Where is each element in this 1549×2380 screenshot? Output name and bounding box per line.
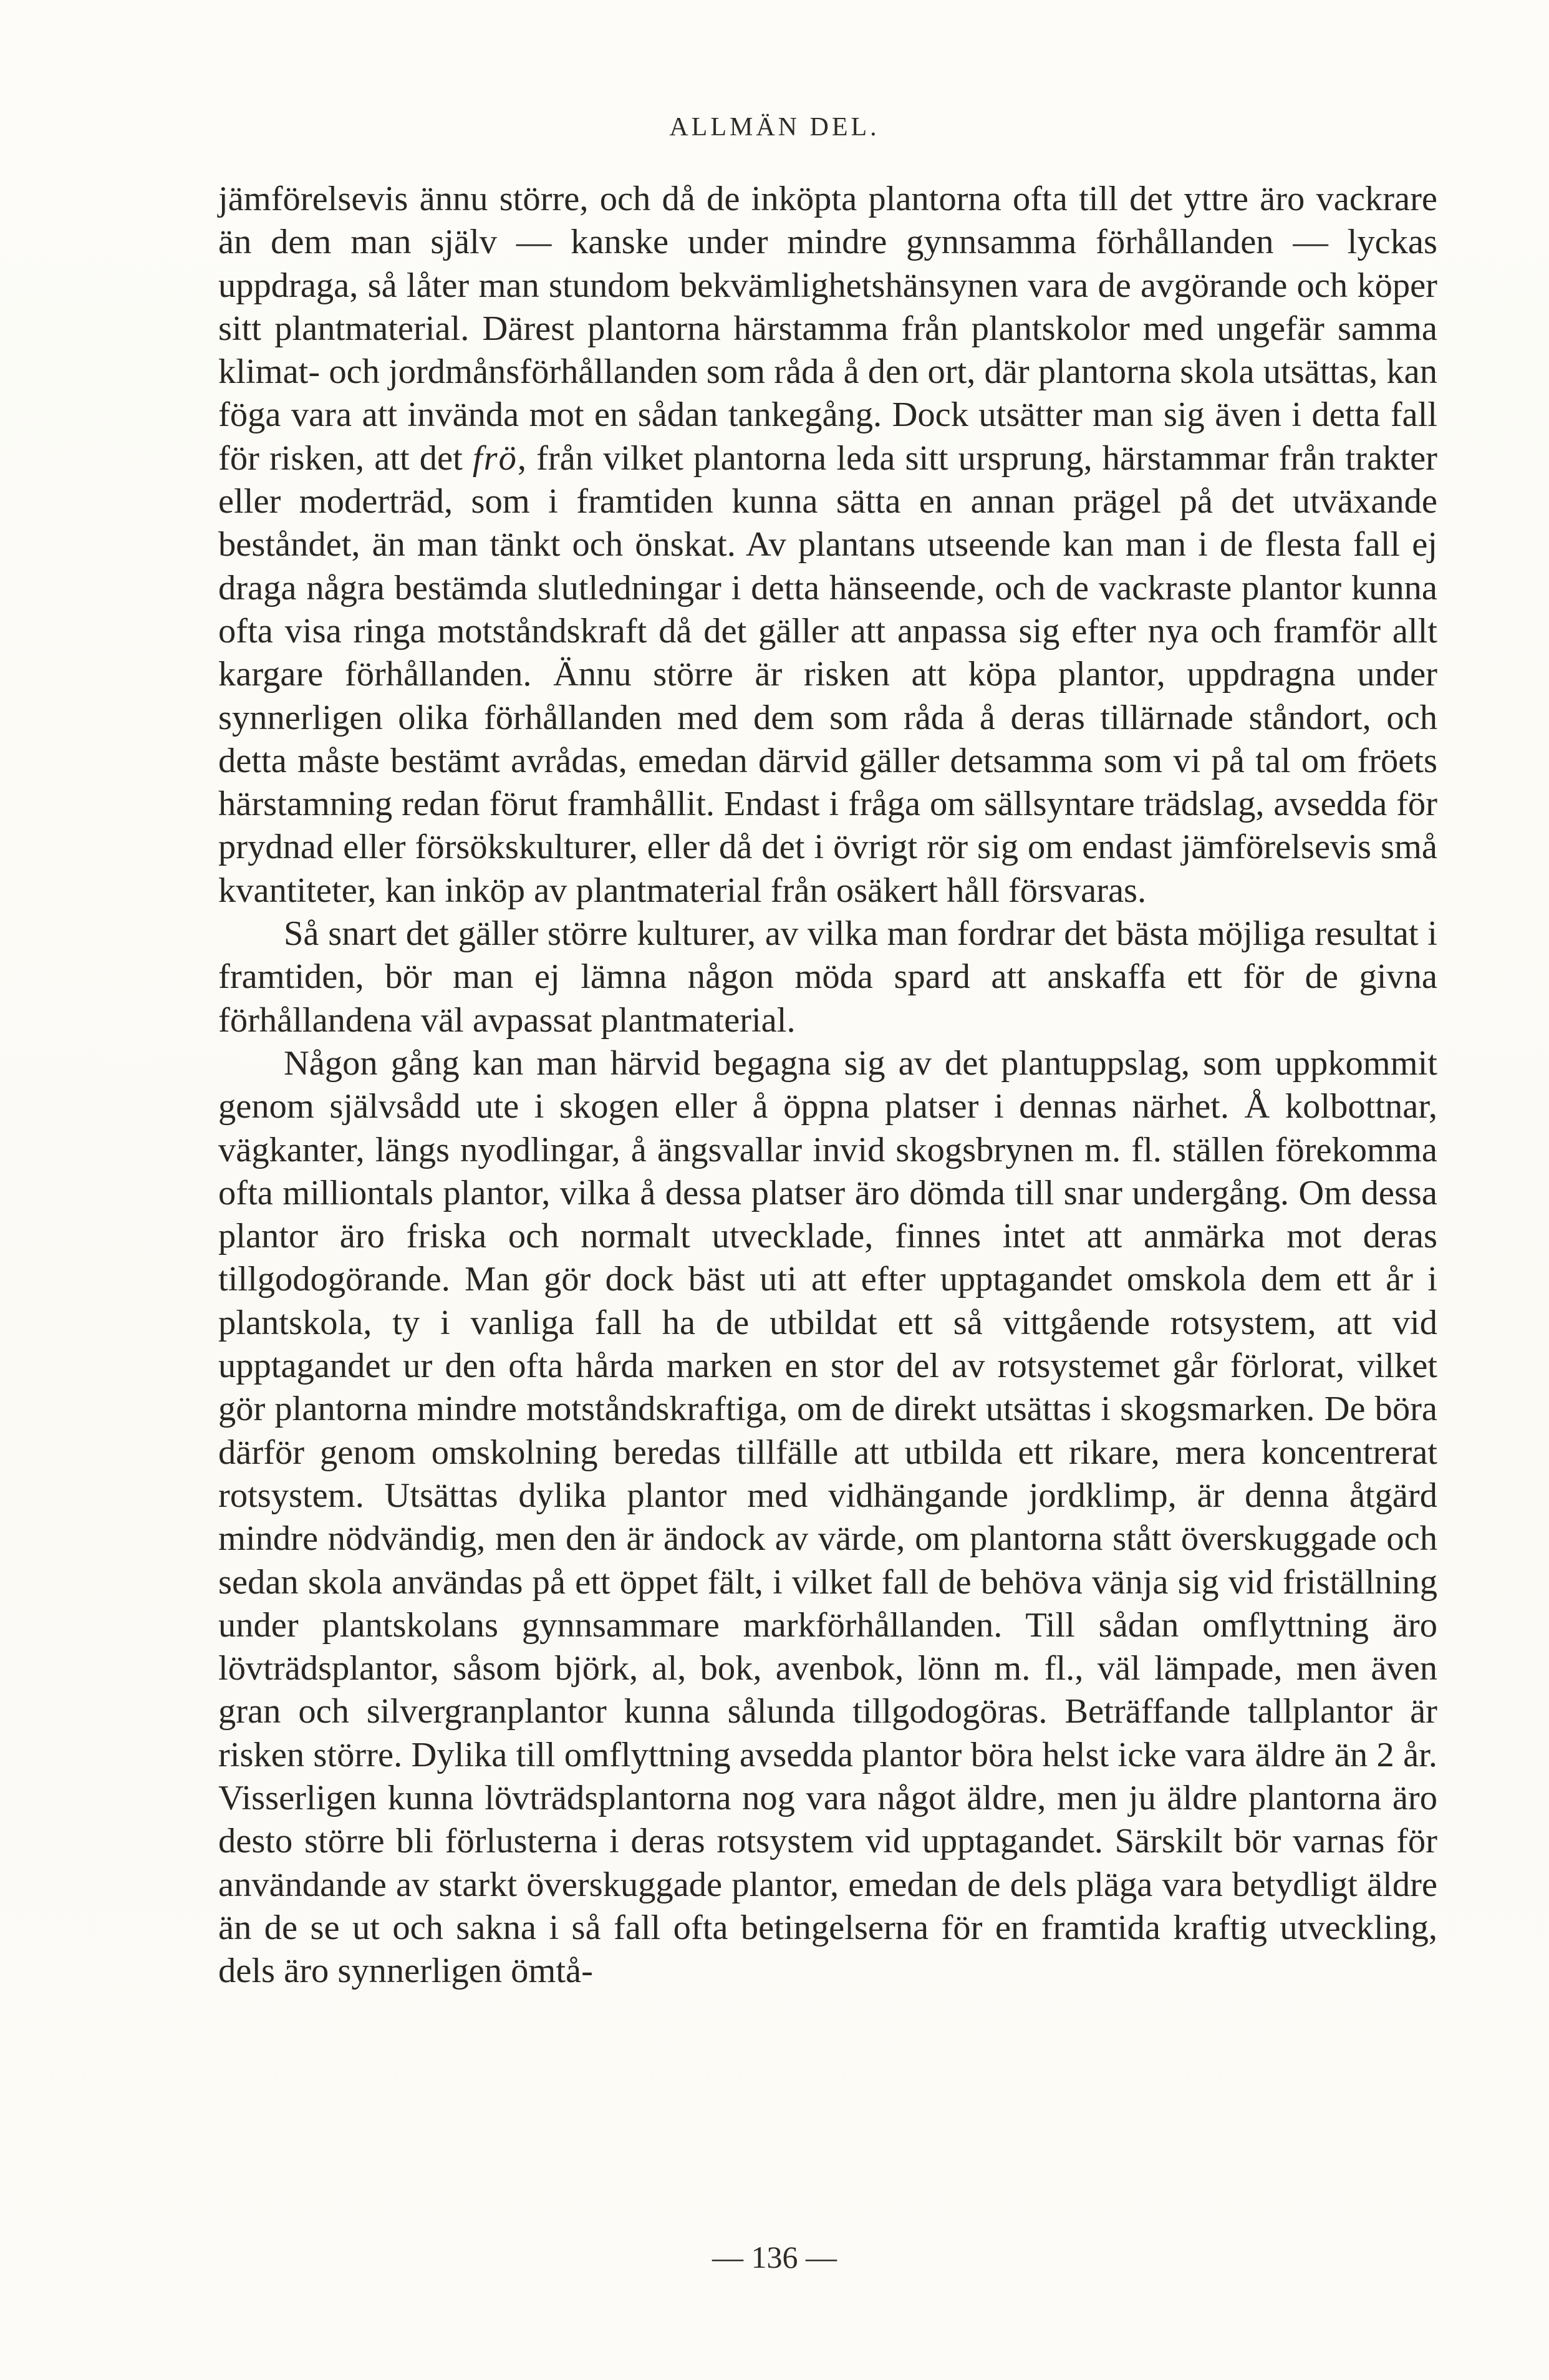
paragraph-3: Någon gång kan man härvid begagna sig av det plantuppslag, som uppkommit genom självsådd ute i skogen eller å öppna platser i dennas närhet. Å kolbottnar, vägkanter, längs nyodlingar, å ängsvallar invid skogsbrynen m. fl. ställen förekomma ofta milliontals plantor, vilka å dessa platser äro dömda till snar undergång. Om dessa plantor äro friska och normalt utvecklade, finnes intet att anmärka mot deras tillgodogörande. Man gör dock bäst uti att efter upptagandet omskola dem ett år i plantskola, ty i vanliga fall ha de utbildat ett så vittgående rotsystem, att vid upptagandet ur den ofta hårda marken en stor del av rotsystemet går förlorat, vilket gör plantorna mindre motståndskraftiga, om de direkt utsättas i skogsmarken. De böra därför genom omskolning beredas tillfälle att utbilda ett rikare, mera koncentrerat rotsystem. Utsättas dylika plantor med vidhängande jordklimp, är denna åtgärd mindre nödvändig, men den är ändock av värde, om plantorna stått överskuggade och sedan skola användas på ett öppet fält, i vilket fall de behöva vänja sig vid friställning under plantskolans gynnsammare markförhållanden. Till sådan omflyttning äro lövträdsplantor, såsom björk, al, bok, avenbok, lönn m. fl., väl lämpade, men även gran och silvergranplantor kunna sålunda tillgodogöras. Beträffande tallplantor är risken större. Dylika till omflyttning avsedda plantor böra helst icke vara äldre än 2 år. Visserligen kunna lövträdsplantorna nog vara något äldre, men ju äldre plantorna äro desto större bli förlusterna i deras rotsystem vid upptagandet. Särskilt bör varnas för användande av starkt överskuggade plantor, emedan de dels pläga vara betydligt äldre än de se ut och sakna i så fall ofta betingelserna för en framtida kraftig utveckling, dels äro synnerligen ömtå- [218,1043,1437,1991]
italic-term: frö [472,438,518,478]
page-number: — 136 — [712,2240,837,2275]
body-text [218,178,1437,1993]
running-head: ALLMÄN DEL. [669,113,880,142]
paragraph-1-text-a: jämförelsevis ännu större, och då de inköpta plantorna ofta till det yttre äro vackrare än dem man själv — kanske under mindre gynnsamma förhållanden — lyckas uppdraga, så låter man stundom bekvämlighetshänsynen vara de avgörande och köper sitt plantmaterial. Därest plantorna härstamma från plantskolor med ungefär samma klimat- och jordmånsförhållanden som råda å den ort, där plantorna skola utsättas, kan föga vara att invända mot en sådan tankegång. Dock utsätter man sig även i detta fall för risken, att det [218,180,1437,478]
paragraph-1 [218,178,1437,912]
paragraph-1-text-b: , från vilket plantorna leda sitt ursprung, härstammar från trakter eller moderträd, som i framtiden kunna sätta en annan prägel på det utväxande beståndet, än man tänkt och önskat. Av plantans utseende kan man i de flesta fall ej draga några bestämda slutledningar i detta hänseende, och de vackraste plantor kunna ofta visa ringa motståndskraft då det gäller att anpassa sig efter nya och framför allt kargare förhållanden. Ännu större är risken att köpa plantor, uppdragna under synnerligen olika förhållanden med dem som råda å deras tillärnade ståndort, och detta måste bestämt avrådas, emedan därvid gäller detsamma som vi på tal om fröets härstamning redan förut framhållit. Endast i fråga om sällsyntare trädslag, avsedda för prydnad eller försökskulturer, eller då det i övrigt rör sig om endast jämförelsevis små kvantiteter, kan inköp av plantmaterial från osäkert håll försvaras. [218,438,1437,910]
paragraph-2: Så snart det gäller större kulturer, av vilka man fordrar det bästa möjliga resultat i framtiden, bör man ej lämna någon möda spard att anskaffa ett för de givna förhållandena väl avpassat plantmaterial. [218,914,1437,1040]
